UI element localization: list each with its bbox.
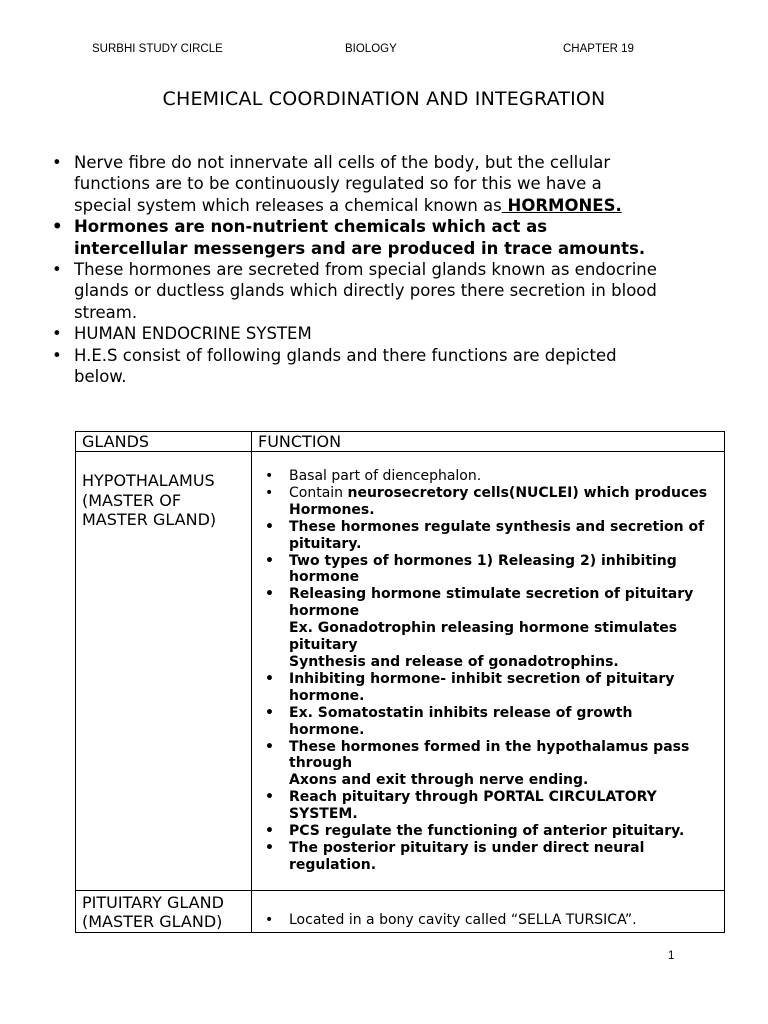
list-item: hormone	[289, 603, 360, 620]
column-header-function: FUNCTION	[252, 432, 725, 452]
list-item: Ex. Gonadotrophin releasing hormone stimulates	[289, 620, 678, 637]
intro-bullet: • HUMAN ENDOCRINE SYSTEM	[52, 323, 742, 344]
list-item: • Reach pituitary through PORTAL CIRCULATORY	[265, 789, 724, 806]
header-institute: SURBHI STUDY CIRCLE	[92, 43, 223, 55]
list-item: hormone	[289, 569, 360, 586]
intro-bullet-list	[52, 152, 742, 387]
function-cell	[252, 452, 725, 891]
hormones-keyword: HORMONES.	[501, 195, 622, 215]
page-number: 1	[668, 950, 675, 962]
header-subject: BIOLOGY	[345, 43, 397, 55]
list-item: • Contain neurosecretory cells(NUCLEI) which produces	[265, 485, 724, 502]
function-list	[252, 891, 724, 931]
function-list	[252, 452, 724, 890]
page-header	[0, 43, 768, 59]
list-item: • The posterior pituitary is under direct neural	[265, 840, 724, 857]
list-item: Hormones.	[289, 501, 375, 518]
function-cell	[252, 890, 725, 932]
glands-table	[75, 431, 725, 933]
list-item: through	[289, 755, 353, 772]
gland-name-cell: HYPOTHALAMUS (MASTER OF MASTER GLAND)	[76, 452, 252, 891]
gland-name-cell: PITUITARY GLAND (MASTER GLAND)	[76, 890, 252, 932]
intro-bullet: • These hormones are secreted from special glands known as endocrine glands or ductless glands which directly pores there secretion in blood stream.	[52, 259, 742, 323]
list-item: • Two types of hormones 1) Releasing 2) inhibiting	[265, 553, 724, 570]
list-item: • Releasing hormone stimulate secretion of pituitary	[265, 586, 724, 603]
intro-bullet: • Nerve fibre do not innervate all cells of the body, but the cellular functions are to be continuously regulated so for this we have a special system which releases a chemical known as HORMONES.	[52, 152, 742, 216]
column-header-glands: GLANDS	[76, 432, 252, 452]
list-item: • These hormones formed in the hypothalamus pass	[265, 739, 724, 756]
list-item: pituitary.	[289, 535, 362, 552]
list-item: Synthesis and release of gonadotrophins.	[289, 653, 619, 670]
list-item: • Basal part of diencephalon.	[265, 468, 724, 485]
list-item: • Located in a bony cavity called “SELLA TURSICA”.	[265, 912, 724, 929]
list-item: • Inhibiting hormone- inhibit secretion of pituitary	[265, 671, 724, 688]
list-item: SYSTEM.	[289, 806, 358, 823]
list-item: • PCS regulate the functioning of anterior pituitary.	[265, 823, 724, 840]
list-item: • These hormones regulate synthesis and secretion of	[265, 519, 724, 536]
table-row	[76, 890, 725, 932]
page-title: CHEMICAL COORDINATION AND INTEGRATION	[162, 88, 606, 110]
table-header-row	[76, 432, 725, 452]
intro-bullet: • H.E.S consist of following glands and there functions are depicted below.	[52, 345, 742, 388]
list-item: pituitary	[289, 637, 358, 654]
table-row	[76, 452, 725, 891]
list-item: hormone.	[289, 721, 365, 738]
list-item: • Ex. Somatostatin inhibits release of growth	[265, 705, 724, 722]
list-item: regulation.	[289, 856, 377, 873]
header-chapter: CHAPTER 19	[563, 43, 634, 55]
intro-bullet: • Hormones are non-nutrient chemicals which act as intercellular messengers and are produced in trace amounts.	[52, 216, 742, 259]
list-item: Axons and exit through nerve ending.	[289, 772, 589, 789]
list-item: hormone.	[289, 687, 365, 704]
